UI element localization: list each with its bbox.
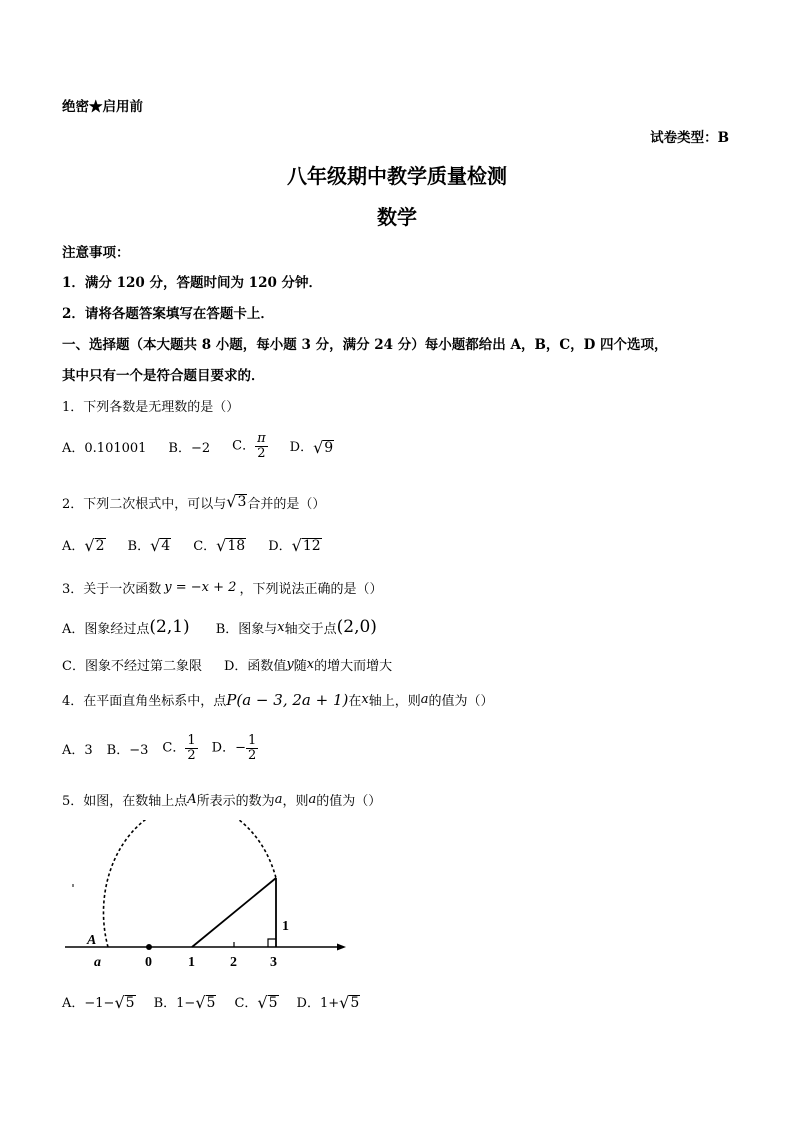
- axis-arrow: [337, 944, 346, 951]
- option-d: D．− $\frac{1}{2}$: [211, 733, 257, 763]
- question-1-options: [62, 432, 356, 460]
- question-1-stem: 1．下列各数是无理数的是（）: [62, 400, 240, 415]
- tick-label-1: 1: [188, 955, 195, 970]
- option-label: A．: [62, 440, 85, 456]
- question-3-options-row1: [62, 617, 377, 637]
- option-d: D．函数值 y 随 x 的增大而增大: [223, 657, 393, 674]
- sqrt: √ 5: [257, 993, 278, 1013]
- sqrt: √ 2: [84, 536, 105, 556]
- option-label: C．: [232, 438, 256, 454]
- option-value: 0.101001: [84, 440, 147, 456]
- option-b: B．−3: [106, 742, 149, 758]
- fraction: $\frac{1}{2}$: [187, 733, 196, 763]
- sqrt: √ 12: [291, 536, 321, 556]
- sqrt: √ 5: [339, 993, 360, 1013]
- fraction: $\frac{1}{2}$: [247, 733, 257, 763]
- option-b: B．图象与 x 轴交于点 (2,0): [215, 617, 377, 637]
- option-d: D． √ 12: [268, 536, 321, 556]
- note-item: 1．满分 120 分，答题时间为 120 分钟．: [62, 275, 323, 291]
- sqrt: √ 18: [216, 536, 246, 556]
- point-A-label: A: [87, 933, 97, 948]
- sqrt: √ 5: [114, 993, 135, 1013]
- option-c: C． √ 18: [193, 536, 246, 556]
- option-a: A．3: [62, 742, 93, 758]
- question-5-options: [62, 992, 382, 1012]
- sqrt: √ 3: [226, 492, 247, 512]
- question-5-stem: 5．如图，在数轴上点 A 所表示的数为 a ，则 a 的值为（）: [62, 792, 382, 809]
- question-4-stem: 4．在平面直角坐标系中，点 P(a − 3, 2a + 1) 在 x 轴上，则 a 的值为（）: [62, 690, 494, 709]
- note-item: 2．请将各题答案填写在答题卡上．: [62, 306, 274, 322]
- paper-type: 试卷类型：B: [650, 130, 729, 146]
- number-line-figure: [60, 820, 360, 970]
- option-b: [168, 437, 210, 456]
- confidential-mark: 绝密★启用前: [62, 99, 143, 115]
- tick-label-2: 2: [230, 955, 237, 970]
- point-expression: P(a − 3, 2a + 1): [226, 690, 349, 709]
- question-4-options: [62, 734, 280, 762]
- right-angle-mark: [268, 939, 276, 947]
- question-2-options: [62, 535, 344, 555]
- option-label: B．: [168, 440, 191, 456]
- option-b: B．1− √ 5: [153, 993, 216, 1013]
- sqrt: √ 9: [313, 437, 334, 457]
- option-d: D．1+ √ 5: [296, 993, 360, 1013]
- section-heading-cont: 其中只有一个是符合题目要求的．: [62, 368, 265, 384]
- sqrt: √ 5: [195, 993, 216, 1013]
- subject-title: 数学: [377, 205, 417, 229]
- option-b: B． √ 4: [127, 536, 171, 556]
- a-label: a: [94, 955, 101, 970]
- option-a: A．−1− √ 5: [62, 993, 135, 1013]
- tick-label-0: 0: [145, 955, 152, 970]
- option-label: D．: [289, 440, 314, 456]
- dashed-arc: [103, 820, 276, 947]
- option-a: [62, 437, 146, 456]
- option-c: [232, 432, 268, 460]
- option-c: C． √ 5: [234, 993, 278, 1013]
- section-heading: 一、选择题（本大题共 8 小题，每小题 3 分，满分 24 分）每小题都给出 A，B，C，D 四个选项，: [62, 337, 668, 353]
- question-3-stem: 3．关于一次函数 y = −x + 2 ，下列说法正确的是（）: [62, 580, 383, 597]
- option-value: −2: [190, 440, 211, 456]
- option-c: C．图象不经过第二象限: [62, 659, 202, 674]
- option-a: A． √ 2: [62, 536, 105, 556]
- sqrt: √ 4: [150, 536, 171, 556]
- hypotenuse: [192, 878, 276, 947]
- origin-dot: [146, 944, 152, 950]
- option-c: C． $\frac{1}{2}$: [162, 733, 196, 763]
- notes-heading: 注意事项：: [62, 245, 130, 261]
- side-length-label: 1: [282, 919, 289, 934]
- page-title: 八年级期中教学质量检测: [287, 164, 507, 188]
- option-a: A．图象经过点 (2,1): [62, 617, 190, 637]
- question-3-options-row2: [62, 655, 392, 674]
- question-2-stem: 2．下列二次根式中，可以与 √ 3 合并的是（）: [62, 492, 326, 512]
- tick-label-3: 3: [270, 955, 277, 970]
- fraction: $\frac{\pi}{2}$: [257, 431, 266, 461]
- function-expression: y = −x + 2: [164, 580, 237, 595]
- option-d: [290, 436, 335, 456]
